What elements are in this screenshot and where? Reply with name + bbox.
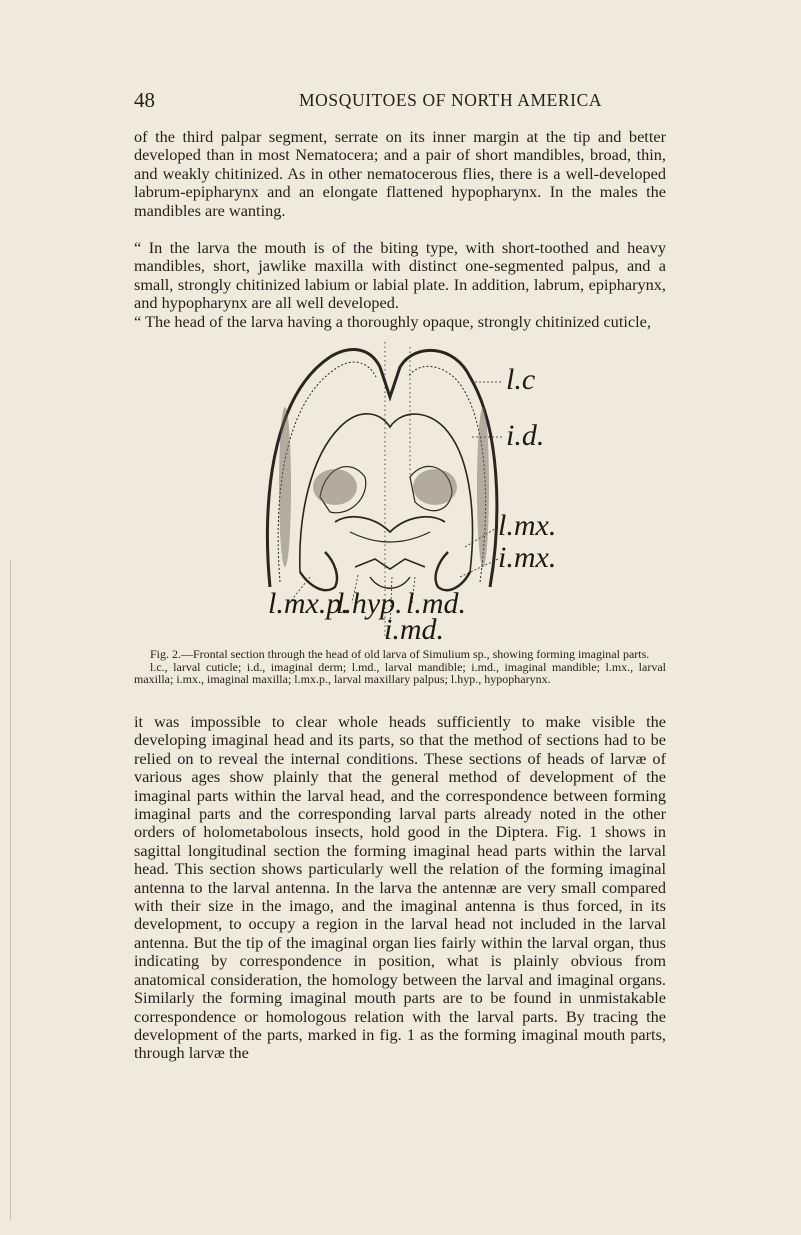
label-lmx: l.mx. — [498, 509, 557, 542]
running-title: MOSQUITOES OF NORTH AMERICA — [299, 90, 603, 110]
paragraph-2: “ In the larva the mouth is of the biting type, with short-toothed and heavy mandibles, short, jawlike maxilla with distinct one-segmented palpus, and a small, strongly chitinized labium or labial plate. In addition, labrum, epipharynx, and hypopharynx are all well developed. — [134, 238, 666, 313]
figure-head-section — [240, 337, 570, 693]
larval-cuticle-outline — [267, 350, 496, 587]
paragraph-3: “ The head of the larva having a thoroughly opaque, strongly chitinized cuticle, — [134, 312, 651, 331]
label-lmd: l.md. — [406, 587, 466, 620]
page-edge-shadow — [10, 560, 11, 1220]
label-imd: i.md. — [384, 613, 444, 646]
label-lmxp: l.mx.p. — [268, 587, 349, 620]
paragraph-1: of the third palpar segment, serrate on its inner margin at the tip and better developed than in most Nematocera; and a pair of short mandibles, broad, thin, and weakly chitinized. As in other nematocerous flies, there is a well-developed labrum-epipharynx and an elongate flattened hypopharynx. In the males the mandibles are wanting. — [134, 127, 666, 220]
label-imx: i.mx. — [498, 541, 557, 574]
page-number: 48 — [134, 88, 155, 112]
paragraph-4: it was impossible to clear whole heads sufficiently to make visible the developing imaginal head and its parts, so that the method of sections had to be relied on to reveal the internal conditions. These sections of heads of larvæ of various ages show plainly that the general method of development of the imaginal parts within the larval head, and the correspondence between forming imaginal parts and the corresponding larval parts already noted in the other orders of holometabolous insects, hold good in the Diptera. Fig. 1 shows in sagittal longitudinal section the forming imaginal head parts within the larval head. This section shows particularly well the relation of the forming imaginal antenna to the larval antenna. In the larva the antennæ are very small compared with their size in the imago, and the imaginal antenna is thus forced, in its development, to occupy a region in the larval head not included in the larval antenna. But the tip of the imaginal organ lies fairly within the larval organ, thus indicating by correspondence in position, what is plainly obvious from anatomical consideration, the homology between the larval and imaginal organs. Similarly the forming imaginal mouth parts are to be found in unmistakable correspondence or homologous relation with the larval parts. By tracing the development of the parts, marked in fig. 1 as the forming imaginal mouth parts, through larvæ the — [134, 712, 666, 1063]
label-id: i.d. — [506, 419, 545, 452]
caption-legend: l.c., larval cuticle; i.d., imaginal derm; l.md., larval mandible; i.md., imaginal mandible; l.mx., larval maxilla; i.mx., imaginal maxilla; l.mx.p., larval maxillary palpus; l.hyp., hypopharynx. — [134, 659, 666, 687]
caption-title: Fig. 2.—Frontal section through the head of old larva of Simulium sp., showing forming imaginal parts. — [150, 647, 650, 661]
running-head — [134, 88, 664, 114]
figure-caption — [134, 648, 666, 686]
head-section-illustration — [240, 337, 570, 693]
label-lc: l.c — [506, 363, 536, 396]
label-lhyp: l.hyp. — [336, 587, 403, 620]
